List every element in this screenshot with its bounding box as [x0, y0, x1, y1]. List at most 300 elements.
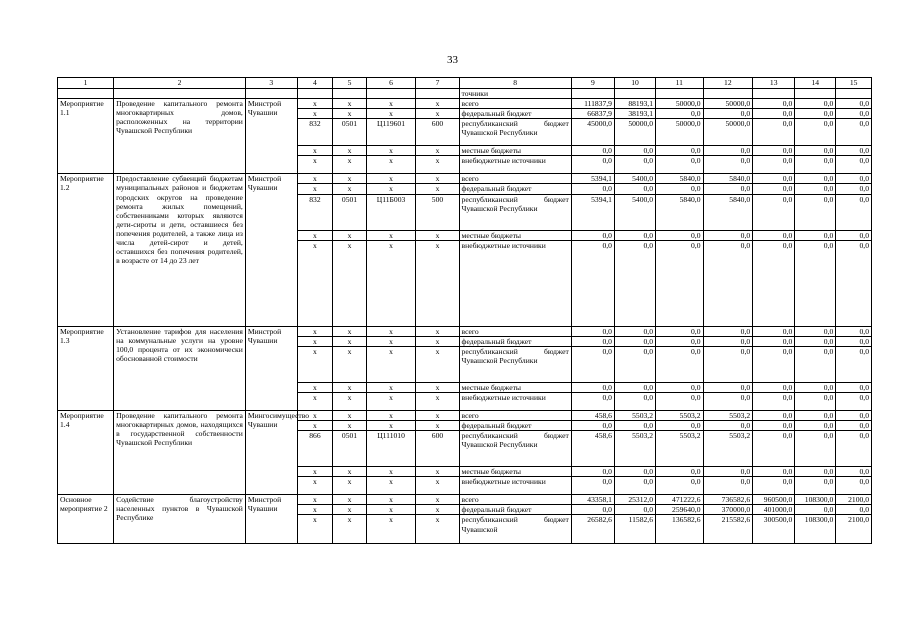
- amount-cell: 0,0: [614, 336, 655, 346]
- amount-cell: 0,0: [703, 146, 753, 156]
- amount-cell: 0,0: [836, 184, 872, 194]
- funding-source: местные бюджеты: [459, 467, 571, 477]
- page-number: 33: [447, 54, 458, 66]
- amount-cell: 0,0: [703, 326, 753, 336]
- target-article: x: [366, 505, 416, 515]
- event-title: Содействие благоустройству населенных пунктов в Чувашской Республике: [114, 495, 246, 544]
- amount-cell: 0,0: [753, 184, 795, 194]
- expense-type: x: [416, 184, 459, 194]
- event-code: Мероприятие 1.4: [58, 410, 114, 494]
- amount-cell: 5503,2: [656, 410, 704, 420]
- amount-cell: 0,0: [836, 346, 872, 382]
- section-code: 0501: [333, 119, 366, 146]
- amount-cell: 370000,0: [703, 505, 753, 515]
- amount-cell: 0,0: [795, 410, 836, 420]
- amount-cell: 45000,0: [571, 119, 614, 146]
- amount-cell: 0,0: [836, 156, 872, 174]
- funding-source: всего: [459, 326, 571, 336]
- empty-cell: [614, 89, 655, 99]
- amount-cell: 38193,1: [614, 109, 655, 119]
- event-title: Проведение капитального ремонта многоквартирных домов, расположенных на территории Чувашской Республики: [114, 99, 246, 174]
- section-code: x: [333, 382, 366, 392]
- column-header-12: 12: [703, 78, 753, 89]
- amount-cell: 0,0: [795, 184, 836, 194]
- amount-cell: 2100,0: [836, 495, 872, 505]
- section-code: x: [333, 99, 366, 109]
- target-article: x: [366, 467, 416, 477]
- amount-cell: 88193,1: [614, 99, 655, 109]
- funding-source: местные бюджеты: [459, 382, 571, 392]
- funding-source: республиканский бюджет Чувашской Республики: [459, 119, 571, 146]
- grbs-code: 832: [297, 194, 333, 230]
- grbs-code: x: [297, 505, 333, 515]
- amount-cell: 0,0: [795, 194, 836, 230]
- grbs-code: x: [297, 240, 333, 326]
- amount-cell: 0,0: [656, 346, 704, 382]
- funding-source: всего: [459, 495, 571, 505]
- amount-cell: 0,0: [703, 230, 753, 240]
- amount-cell: 0,0: [753, 230, 795, 240]
- amount-cell: 111837,9: [571, 99, 614, 109]
- empty-cell: [114, 89, 246, 99]
- amount-cell: 0,0: [836, 421, 872, 431]
- amount-cell: 0,0: [795, 174, 836, 184]
- amount-cell: 0,0: [836, 194, 872, 230]
- amount-cell: 0,0: [795, 119, 836, 146]
- amount-cell: 108300,0: [795, 515, 836, 544]
- amount-cell: 0,0: [753, 99, 795, 109]
- amount-cell: 0,0: [571, 240, 614, 326]
- expense-type: x: [416, 99, 459, 109]
- section-code: x: [333, 467, 366, 477]
- target-article: x: [366, 109, 416, 119]
- section-code: x: [333, 230, 366, 240]
- amount-cell: 0,0: [614, 156, 655, 174]
- amount-cell: 259640,0: [656, 505, 704, 515]
- column-header-2: 2: [114, 78, 246, 89]
- event-title: Проведение капитального ремонта многоквартирных домов, находящихся в государственной собственности Чувашской Республики: [114, 410, 246, 494]
- funding-source: местные бюджеты: [459, 230, 571, 240]
- amount-cell: 0,0: [571, 156, 614, 174]
- amount-cell: 0,0: [614, 146, 655, 156]
- amount-cell: 0,0: [614, 392, 655, 410]
- grbs-code: x: [297, 467, 333, 477]
- amount-cell: 0,0: [656, 382, 704, 392]
- amount-cell: 0,0: [571, 421, 614, 431]
- column-header-5: 5: [333, 78, 366, 89]
- target-article: x: [366, 240, 416, 326]
- target-article: Ц111010: [366, 431, 416, 467]
- target-article: x: [366, 146, 416, 156]
- amount-cell: 5840,0: [703, 194, 753, 230]
- amount-cell: 0,0: [656, 336, 704, 346]
- column-header-8: 8: [459, 78, 571, 89]
- amount-cell: 0,0: [703, 109, 753, 119]
- amount-cell: 0,0: [753, 410, 795, 420]
- expense-type: x: [416, 109, 459, 119]
- amount-cell: 0,0: [753, 421, 795, 431]
- amount-cell: 0,0: [753, 336, 795, 346]
- event-code: Основное мероприятие 2: [58, 495, 114, 544]
- amount-cell: 0,0: [571, 382, 614, 392]
- amount-cell: 5840,0: [656, 194, 704, 230]
- grbs-code: x: [297, 477, 333, 495]
- amount-cell: 0,0: [836, 109, 872, 119]
- target-article: x: [366, 326, 416, 336]
- amount-cell: 0,0: [836, 174, 872, 184]
- amount-cell: 0,0: [795, 505, 836, 515]
- expense-type: x: [416, 410, 459, 420]
- column-header-1: 1: [58, 78, 114, 89]
- amount-cell: 0,0: [836, 392, 872, 410]
- funding-source: федеральный бюджет: [459, 421, 571, 431]
- amount-cell: 0,0: [753, 194, 795, 230]
- column-header-13: 13: [753, 78, 795, 89]
- funding-source: всего: [459, 99, 571, 109]
- section-code: x: [333, 174, 366, 184]
- section-code: x: [333, 326, 366, 336]
- section-code: x: [333, 495, 366, 505]
- amount-cell: 0,0: [656, 326, 704, 336]
- empty-cell: [795, 89, 836, 99]
- amount-cell: 66837,9: [571, 109, 614, 119]
- expense-type: 600: [416, 431, 459, 467]
- amount-cell: 0,0: [571, 467, 614, 477]
- amount-cell: 0,0: [614, 326, 655, 336]
- target-article: x: [366, 156, 416, 174]
- grbs-code: x: [297, 184, 333, 194]
- amount-cell: 0,0: [656, 421, 704, 431]
- table-row: [58, 495, 872, 505]
- amount-cell: 0,0: [795, 382, 836, 392]
- section-code: 0501: [333, 194, 366, 230]
- amount-cell: 0,0: [703, 156, 753, 174]
- target-article: Ц119601: [366, 119, 416, 146]
- table-row: [58, 410, 872, 420]
- event-title: Предоставление субвенций бюджетам муниципальных районов и бюджетам городских округов на проведение ремонта жилых помещений, собственниками которых являются дети-сироты и дети, оставшиеся без попечения родителей, а также лица из числа детей-сирот и детей, оставшихся без попечения родителей, в возрасте от 14 до 23 лет: [114, 174, 246, 326]
- amount-cell: 0,0: [753, 109, 795, 119]
- amount-cell: 136582,6: [656, 515, 704, 544]
- column-header-15: 15: [836, 78, 872, 89]
- funding-source: республиканский бюджет Чувашской Республики: [459, 431, 571, 467]
- amount-cell: 0,0: [614, 346, 655, 382]
- amount-cell: 0,0: [795, 230, 836, 240]
- section-code: x: [333, 505, 366, 515]
- column-header-4: 4: [297, 78, 333, 89]
- column-header-6: 6: [366, 78, 416, 89]
- amount-cell: 0,0: [571, 346, 614, 382]
- amount-cell: 0,0: [656, 392, 704, 410]
- amount-cell: 0,0: [571, 326, 614, 336]
- amount-cell: 50000,0: [656, 99, 704, 109]
- amount-cell: 50000,0: [703, 119, 753, 146]
- empty-cell: [656, 89, 704, 99]
- funding-source: всего: [459, 410, 571, 420]
- expense-type: x: [416, 174, 459, 184]
- amount-cell: 736582,6: [703, 495, 753, 505]
- amount-cell: 0,0: [656, 146, 704, 156]
- section-code: x: [333, 421, 366, 431]
- executor: Минстрой Чувашии: [245, 174, 297, 326]
- amount-cell: 5400,0: [614, 194, 655, 230]
- amount-cell: 0,0: [703, 421, 753, 431]
- amount-cell: 0,0: [656, 109, 704, 119]
- grbs-code: x: [297, 346, 333, 382]
- grbs-code: x: [297, 421, 333, 431]
- section-code: x: [333, 410, 366, 420]
- expense-type: x: [416, 421, 459, 431]
- header-row: [58, 78, 872, 89]
- section-code: x: [333, 240, 366, 326]
- amount-cell: 0,0: [614, 382, 655, 392]
- target-article: x: [366, 99, 416, 109]
- amount-cell: 0,0: [571, 184, 614, 194]
- empty-cell: [58, 89, 114, 99]
- target-article: x: [366, 184, 416, 194]
- column-header-9: 9: [571, 78, 614, 89]
- grbs-code: x: [297, 382, 333, 392]
- amount-cell: 471222,6: [656, 495, 704, 505]
- amount-cell: 0,0: [836, 467, 872, 477]
- empty-cell: [366, 89, 416, 99]
- amount-cell: 43358,1: [571, 495, 614, 505]
- amount-cell: 0,0: [656, 240, 704, 326]
- amount-cell: 458,6: [571, 410, 614, 420]
- empty-cell: [703, 89, 753, 99]
- amount-cell: 0,0: [836, 99, 872, 109]
- amount-cell: 0,0: [656, 467, 704, 477]
- amount-cell: 0,0: [656, 184, 704, 194]
- funding-source: федеральный бюджет: [459, 109, 571, 119]
- section-code: x: [333, 156, 366, 174]
- section-code: x: [333, 184, 366, 194]
- amount-cell: 0,0: [795, 146, 836, 156]
- amount-cell: 0,0: [571, 477, 614, 495]
- amount-cell: 0,0: [795, 156, 836, 174]
- amount-cell: 2100,0: [836, 515, 872, 544]
- executor: Мингосимущество Чувашии: [245, 410, 297, 494]
- section-code: x: [333, 146, 366, 156]
- amount-cell: 5503,2: [703, 431, 753, 467]
- amount-cell: 5394,1: [571, 194, 614, 230]
- funding-source: всего: [459, 174, 571, 184]
- continuation-text: точники: [459, 89, 571, 99]
- expense-type: x: [416, 515, 459, 544]
- funding-source: местные бюджеты: [459, 146, 571, 156]
- grbs-code: 832: [297, 119, 333, 146]
- amount-cell: 50000,0: [614, 119, 655, 146]
- amount-cell: 0,0: [795, 431, 836, 467]
- amount-cell: 0,0: [836, 410, 872, 420]
- amount-cell: 5503,2: [656, 431, 704, 467]
- empty-cell: [571, 89, 614, 99]
- amount-cell: 50000,0: [703, 99, 753, 109]
- grbs-code: 866: [297, 431, 333, 467]
- grbs-code: x: [297, 495, 333, 505]
- amount-cell: 0,0: [614, 505, 655, 515]
- amount-cell: 0,0: [753, 467, 795, 477]
- amount-cell: 0,0: [753, 240, 795, 326]
- section-code: x: [333, 109, 366, 119]
- amount-cell: 0,0: [836, 382, 872, 392]
- amount-cell: 26582,6: [571, 515, 614, 544]
- expense-type: x: [416, 467, 459, 477]
- section-code: x: [333, 346, 366, 382]
- expense-type: x: [416, 495, 459, 505]
- amount-cell: 0,0: [836, 119, 872, 146]
- grbs-code: x: [297, 146, 333, 156]
- grbs-code: x: [297, 156, 333, 174]
- amount-cell: 11582,6: [614, 515, 655, 544]
- amount-cell: 0,0: [703, 382, 753, 392]
- target-article: x: [366, 410, 416, 420]
- amount-cell: 0,0: [703, 346, 753, 382]
- amount-cell: 0,0: [703, 184, 753, 194]
- target-article: x: [366, 421, 416, 431]
- executor: Минстрой Чувашии: [245, 326, 297, 410]
- amount-cell: 5394,1: [571, 174, 614, 184]
- target-article: x: [366, 336, 416, 346]
- amount-cell: 25312,0: [614, 495, 655, 505]
- amount-cell: 0,0: [753, 146, 795, 156]
- section-code: x: [333, 392, 366, 410]
- executor: Минстрой Чувашии: [245, 495, 297, 544]
- empty-cell: [333, 89, 366, 99]
- event-code: Мероприятие 1.1: [58, 99, 114, 174]
- amount-cell: 0,0: [753, 392, 795, 410]
- column-header-11: 11: [656, 78, 704, 89]
- amount-cell: 0,0: [571, 230, 614, 240]
- amount-cell: 0,0: [753, 174, 795, 184]
- funding-source: внебюджетные источники: [459, 477, 571, 495]
- expense-type: 500: [416, 194, 459, 230]
- empty-cell: [836, 89, 872, 99]
- expense-type: x: [416, 156, 459, 174]
- amount-cell: 0,0: [571, 505, 614, 515]
- grbs-code: x: [297, 174, 333, 184]
- section-code: x: [333, 336, 366, 346]
- expense-type: x: [416, 505, 459, 515]
- amount-cell: 0,0: [703, 392, 753, 410]
- expense-type: x: [416, 477, 459, 495]
- target-article: x: [366, 392, 416, 410]
- amount-cell: 0,0: [614, 240, 655, 326]
- funding-source: внебюджетные источники: [459, 156, 571, 174]
- amount-cell: 0,0: [571, 392, 614, 410]
- expense-type: 600: [416, 119, 459, 146]
- expense-type: x: [416, 336, 459, 346]
- amount-cell: 0,0: [656, 156, 704, 174]
- grbs-code: x: [297, 230, 333, 240]
- target-article: x: [366, 477, 416, 495]
- amount-cell: 0,0: [753, 477, 795, 495]
- amount-cell: 0,0: [753, 156, 795, 174]
- funding-source: федеральный бюджет: [459, 336, 571, 346]
- amount-cell: 0,0: [795, 109, 836, 119]
- section-code: 0501: [333, 431, 366, 467]
- target-article: x: [366, 230, 416, 240]
- table-row: [58, 99, 872, 109]
- amount-cell: 0,0: [703, 477, 753, 495]
- expense-type: x: [416, 382, 459, 392]
- empty-cell: [416, 89, 459, 99]
- amount-cell: 5503,2: [614, 431, 655, 467]
- amount-cell: 0,0: [795, 477, 836, 495]
- amount-cell: 0,0: [703, 467, 753, 477]
- expense-type: x: [416, 326, 459, 336]
- amount-cell: 50000,0: [656, 119, 704, 146]
- amount-cell: 0,0: [836, 146, 872, 156]
- empty-cell: [753, 89, 795, 99]
- grbs-code: x: [297, 99, 333, 109]
- continuation-row: [58, 89, 872, 99]
- funding-source: федеральный бюджет: [459, 505, 571, 515]
- grbs-code: x: [297, 326, 333, 336]
- amount-cell: 458,6: [571, 431, 614, 467]
- amount-cell: 0,0: [836, 240, 872, 326]
- amount-cell: 5503,2: [703, 410, 753, 420]
- column-header-3: 3: [245, 78, 297, 89]
- target-article: x: [366, 382, 416, 392]
- funding-source: федеральный бюджет: [459, 184, 571, 194]
- expense-type: x: [416, 346, 459, 382]
- amount-cell: 0,0: [795, 467, 836, 477]
- amount-cell: 0,0: [836, 336, 872, 346]
- amount-cell: 0,0: [836, 505, 872, 515]
- amount-cell: 0,0: [614, 184, 655, 194]
- amount-cell: 0,0: [753, 431, 795, 467]
- amount-cell: 0,0: [836, 326, 872, 336]
- amount-cell: 215582,6: [703, 515, 753, 544]
- target-article: x: [366, 346, 416, 382]
- target-article: Ц11Б003: [366, 194, 416, 230]
- amount-cell: 0,0: [614, 421, 655, 431]
- funding-source: внебюджетные источники: [459, 392, 571, 410]
- column-header-7: 7: [416, 78, 459, 89]
- amount-cell: 0,0: [703, 240, 753, 326]
- amount-cell: 0,0: [795, 99, 836, 109]
- grbs-code: x: [297, 109, 333, 119]
- table-row: [58, 174, 872, 184]
- column-header-10: 10: [614, 78, 655, 89]
- amount-cell: 0,0: [656, 477, 704, 495]
- grbs-code: x: [297, 392, 333, 410]
- amount-cell: 0,0: [795, 240, 836, 326]
- amount-cell: 5840,0: [703, 174, 753, 184]
- event-code: Мероприятие 1.2: [58, 174, 114, 326]
- expense-type: x: [416, 230, 459, 240]
- funding-source: республиканский бюджет Чувашской Республики: [459, 194, 571, 230]
- amount-cell: 0,0: [795, 326, 836, 336]
- amount-cell: 0,0: [614, 230, 655, 240]
- amount-cell: 0,0: [753, 346, 795, 382]
- event-code: Мероприятие 1.3: [58, 326, 114, 410]
- funding-source: республиканский бюджет Чувашской: [459, 515, 571, 544]
- amount-cell: 401000,0: [753, 505, 795, 515]
- amount-cell: 0,0: [571, 336, 614, 346]
- executor: Минстрой Чувашии: [245, 99, 297, 174]
- amount-cell: 0,0: [795, 392, 836, 410]
- budget-table: [57, 77, 872, 544]
- section-code: x: [333, 515, 366, 544]
- amount-cell: 0,0: [795, 421, 836, 431]
- amount-cell: 0,0: [795, 346, 836, 382]
- expense-type: x: [416, 146, 459, 156]
- amount-cell: 0,0: [703, 336, 753, 346]
- amount-cell: 0,0: [836, 431, 872, 467]
- amount-cell: 5840,0: [656, 174, 704, 184]
- amount-cell: 960500,0: [753, 495, 795, 505]
